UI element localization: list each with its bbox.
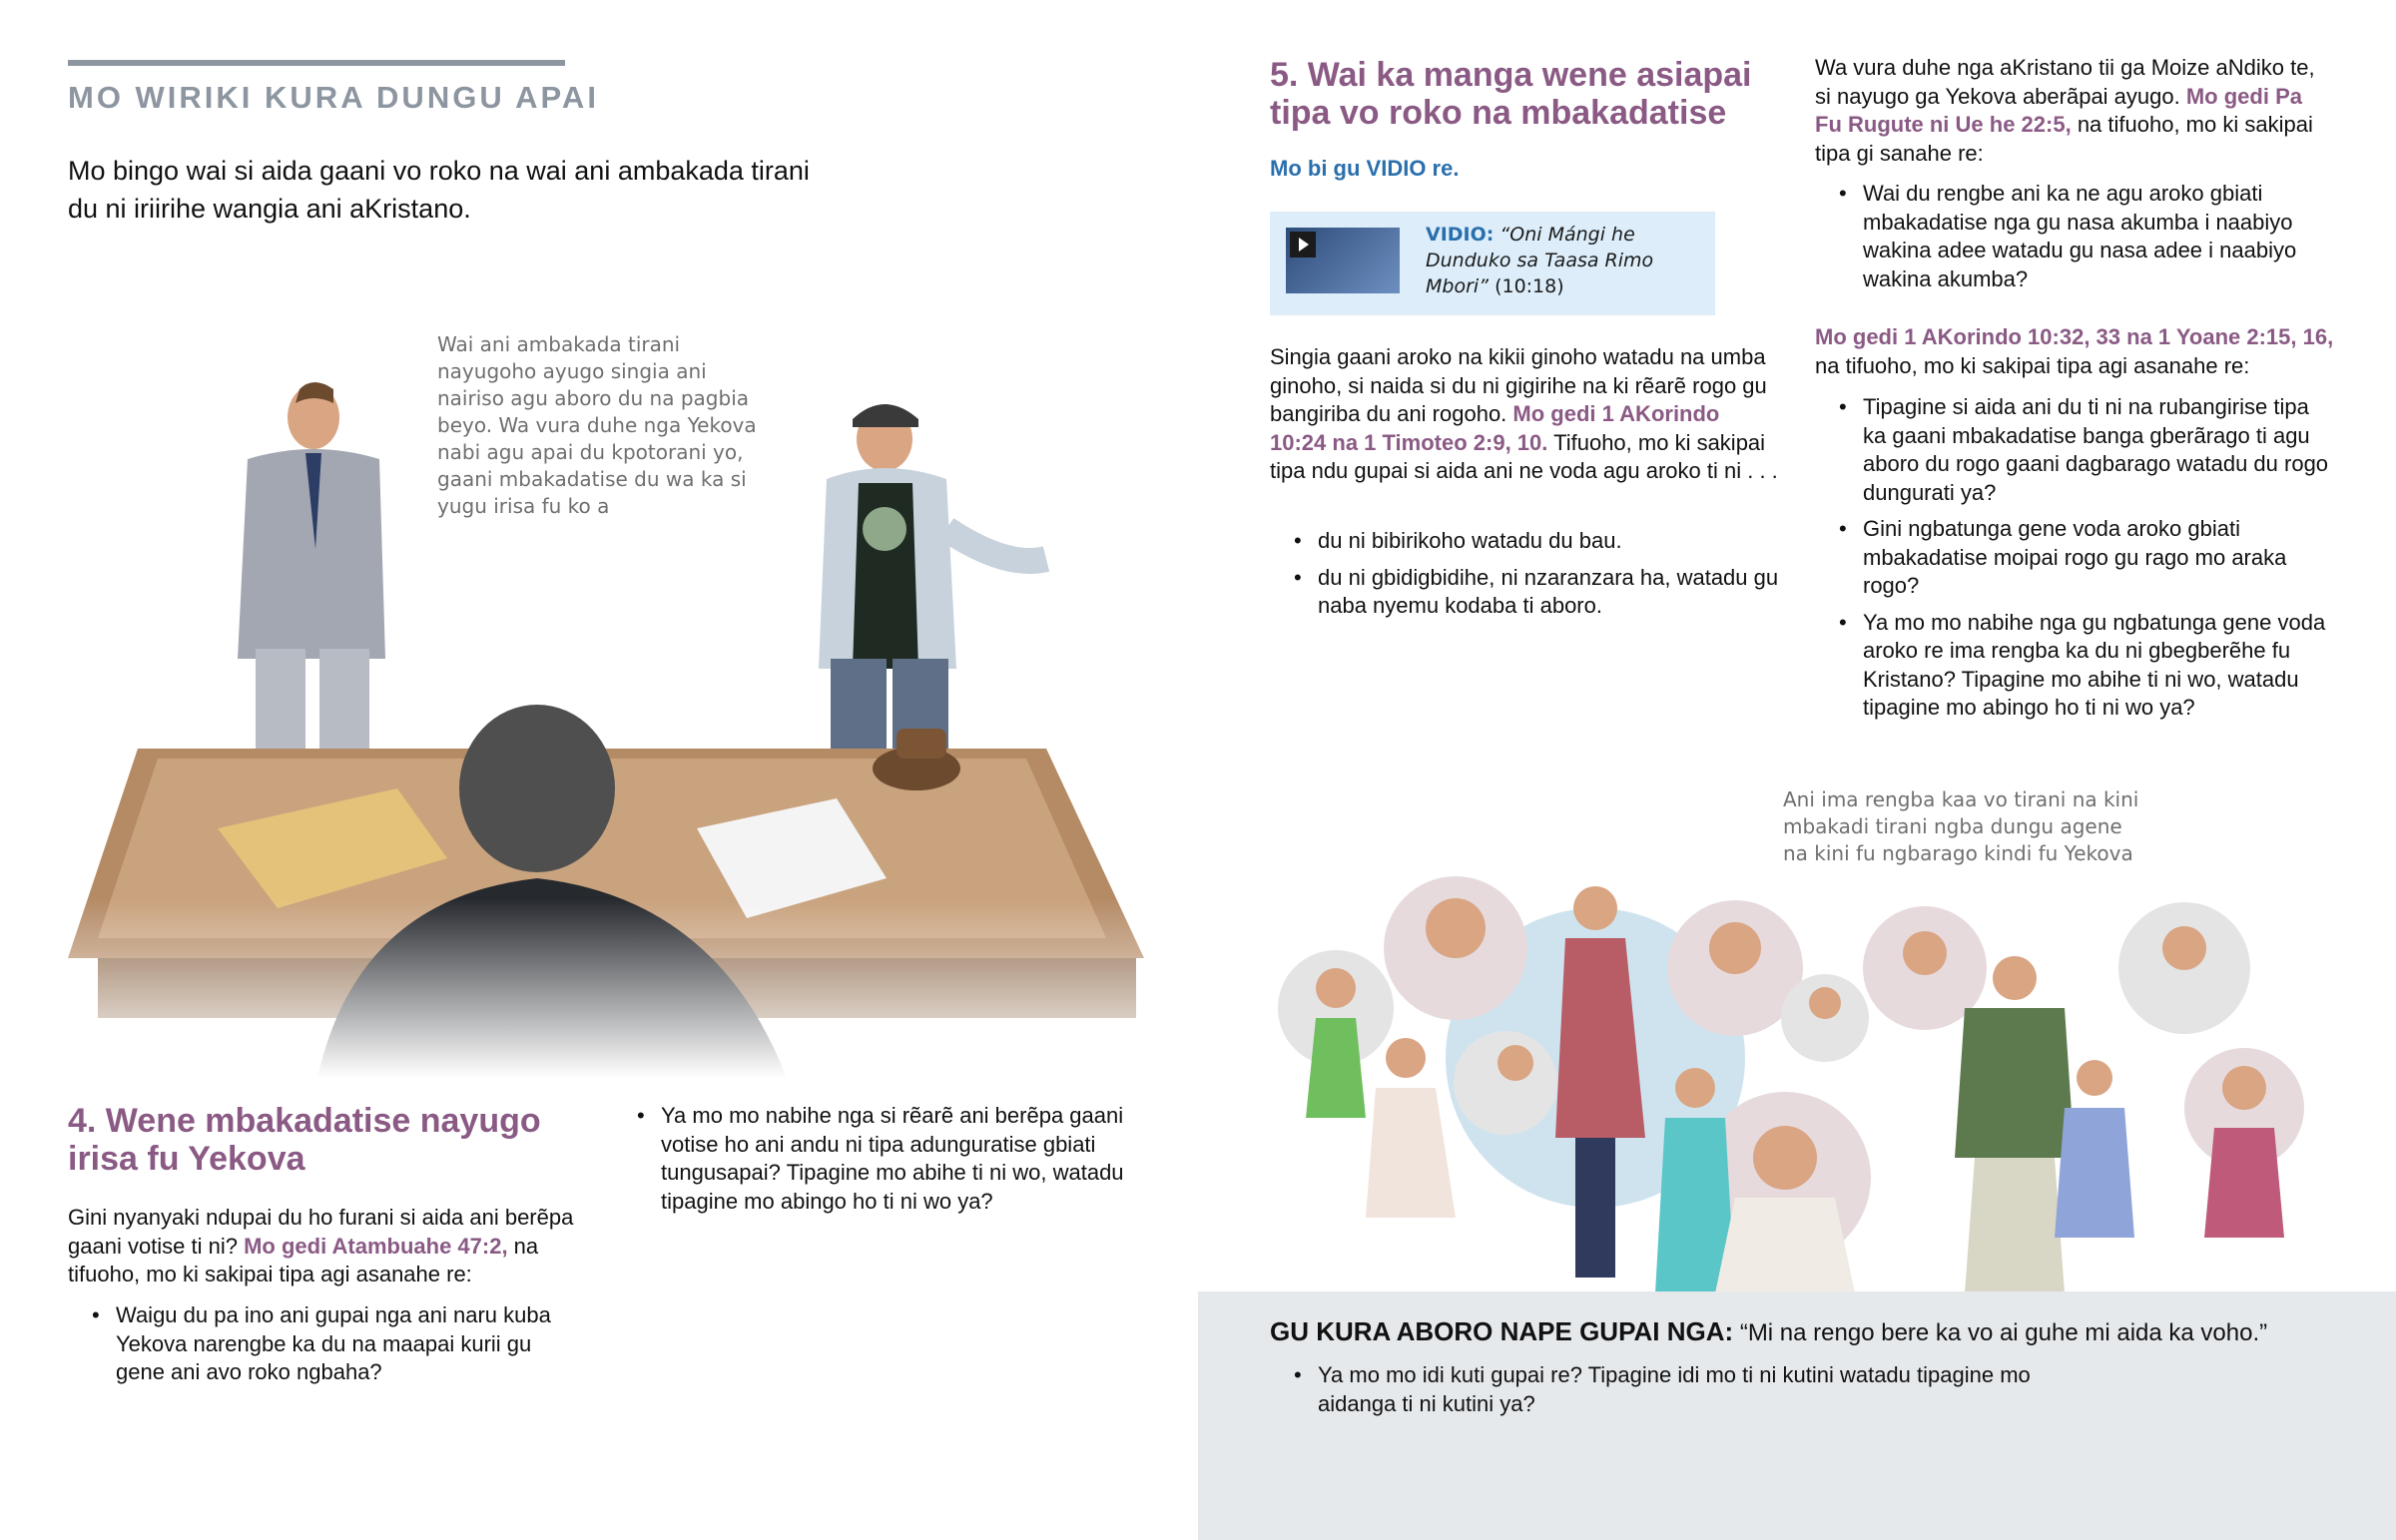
takeaway-heading: GU KURA ABORO NAPE GUPAI NGA: [1270, 1316, 1734, 1346]
column-3-body-2-text: na tifuoho, mo ki sakipai tipa agi asanahe re: [1815, 352, 2250, 378]
section-5-body-text-end: Tifuoho, mo ki sakipai tipa ndu gupai si aida ani ne voda agu aroko ti ni . . . [1270, 429, 1778, 483]
play-icon[interactable] [1290, 232, 1316, 257]
list-item: • du ni gbidigbidihe, ni nzaranzara ha, watadu gu naba nyemu kodaba ti aboro. [1294, 564, 1783, 621]
section-4-body [68, 1204, 585, 1289]
section-4-title: 4. Wene mbakadatise nayugo irisa fu Yekova [68, 1102, 541, 1178]
question-item: • Ya mo mo idi kuti gupai re? Tipagine idi mo ti ni kutini watadu tipagine mo aidanga ti ni kutini ya? [1294, 1361, 2112, 1418]
column-3-body-text: Wa vura duhe nga aKristano tii ga Moize aNdiko te, si nayugo ga Yekova aberãpai ayugo. [1815, 55, 2315, 109]
column-3-body [1815, 54, 2334, 168]
question-item: • Ya mo mo nabihe nga gu ngbatunga gene voda aroko re ima rengba ka du ni gbegberẽhe fu Kristano? Tipagine mo abihe ti ni wo, watadu tipagine mo abingo ho ti ni wo ya? [1839, 609, 2338, 723]
watch-instruction: Mo bi gu VIDIO re. [1270, 156, 1460, 181]
section-4-questions-continued [637, 1102, 1136, 1224]
video-label: VIDIO: [1426, 224, 1495, 246]
video-title[interactable]: “Oni Mángi he Dunduko sa Taasa Rimo Mbori” [1426, 224, 1654, 297]
scripture-link[interactable]: Mo gedi Pa Fu Rugute ni Ue he 22:5, [1815, 83, 2302, 137]
page-kicker: MO WIRIKI KURA DUNGU APAI [68, 80, 599, 115]
takeaway-quote: “Mi na rengo bere ka vo ai guhe mi aida ka voho.” [1733, 1319, 2268, 1346]
video-duration: (10:18) [1495, 275, 1564, 297]
scripture-link[interactable]: Mo gedi 1 AKorindo 10:24 na 1 Timoteo 2:9, 10. [1270, 401, 1720, 455]
question-item: • Ya mo mo nabihe nga si rẽarẽ ani berẽpa gaani votise ho ani andu ni tipa adunguratise gbiati tungusapai? Tipagine mo abihe ti ni wo, watadu tipagine mo abingo ho ti ni wo ya? [637, 1102, 1136, 1216]
question-item: • Tipagine si aida ani du ti ni na rubangirise tipa ka gaani mbakadatise banga gberãrago ti agu aboro du rogo gaani dagbarago watadu du rogo dungurati ya? [1839, 393, 2338, 507]
people-caption: Ani ima rengba kaa vo tirani na kini mbakadi tirani ngba dungu agene na kini fu ngbarago kindi fu Yekova [1783, 787, 2139, 865]
section-5-list [1294, 527, 1783, 629]
section-5-body-text: Singia gaani aroko na kikii ginoho watadu na umba ginoho, si naida si du ni gigirihe na ki rẽarẽ rogo gu bangiriba du ani rogoho. [1270, 344, 1767, 426]
section-5-body [1270, 343, 1779, 486]
scripture-link[interactable]: Mo gedi Atambuahe 47:2, [244, 1233, 508, 1259]
column-3-questions-2 [1839, 393, 2338, 731]
video-caption[interactable] [1426, 222, 1705, 299]
video-link[interactable] [1270, 212, 1715, 315]
scripture-link[interactable]: Mo gedi 1 AKorindo 10:32, 33 na 1 Yoane 2:15, 16, [1815, 324, 2334, 349]
question-item: • Wai du rengbe ani ka ne agu aroko gbiati mbakadatise nga gu nasa akumba i naabiyo wakina adee watadu gu nasa adee i naabiyo wakina akumba? [1839, 180, 2338, 293]
illustration-caption: Wai ani ambakada tirani nayugoho ayugo singia ani nairiso agu aboro du na pagbia beyo. Wa vura duhe nga Yekova nabi agu apai du kpotorani yo, gaani mbakadatise du wa ka si yugu irisa fu ko a [437, 332, 757, 518]
list-item: • du ni bibirikoho watadu du bau. [1294, 527, 1783, 556]
takeaway-questions [1294, 1361, 2112, 1426]
section-4-body-text: Gini nyanyaki ndupai du ho furani si aida ani berẽpa gaani votise ti ni? [68, 1205, 574, 1259]
lead-paragraph: Mo bingo wai si aida gaani vo roko na wai ani ambakada tirani du ni iriirihe wangia ani aKristano. [68, 156, 810, 224]
section-rule [68, 60, 565, 66]
section-5-title: 5. Wai ka manga wene asiapai tipa vo roko na mbakadatise [1270, 56, 1752, 132]
column-3-body-2 [1815, 323, 2334, 380]
section-4-body-text-end: na tifuoho, mo ki sakipai tipa agi asanahe re: [68, 1233, 539, 1286]
takeaway-statement [1270, 1315, 2348, 1349]
question-item: • Waigu du pa ino ani gupai nga ani naru kuba Yekova narengbe ka du na maapai kurii gu gene ani avo roko ngbaha? [92, 1301, 581, 1387]
group-of-people-illustration-icon [1266, 858, 2330, 1293]
video-thumbnail[interactable] [1286, 228, 1400, 293]
column-3-questions [1839, 180, 2338, 301]
column-3-body-text-end: na tifuoho, mo ki sakipai tipa gi sanahe re: [1815, 112, 2313, 166]
question-item: • Gini ngbatunga gene voda aroko gbiati mbakadatise moipai rogo gu rago mo araka rogo? [1839, 515, 2338, 601]
section-4-questions [92, 1301, 581, 1395]
